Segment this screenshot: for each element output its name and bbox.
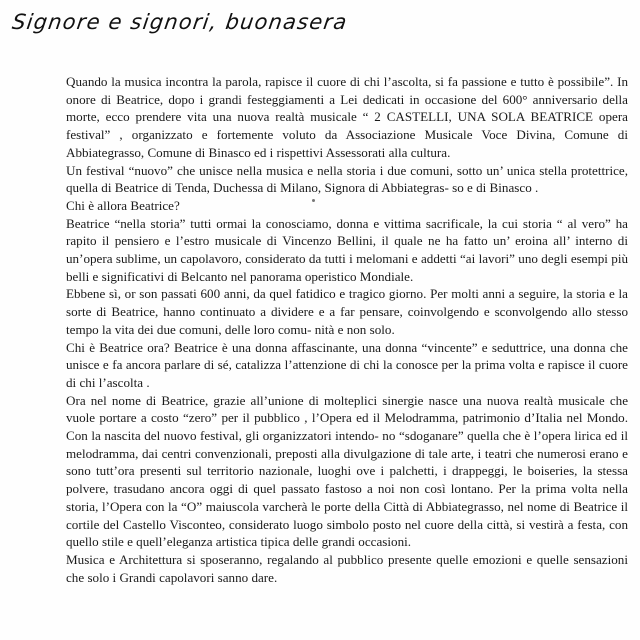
article-body <box>66 73 628 586</box>
paragraph-intro: Quando la musica incontra la parola, rapisce il cuore di chi l’ascolta, si fa passione e tutto è possibile”. In onore di Beatrice, dopo i grandi festeggiamenti a Lei dedicati in occasione del 600° anniversario della morte, ecco prendere vita una nuova realtà musicale “ 2 CASTELLI, UNA SOLA BEATRICE opera festival” , organizzato e fortemente voluto da Associazione Musicale Voce Divina, Comune di Abbiategrasso, Comune di Binasco ed i rispettivi Assessorati alla cultura. <box>66 74 628 160</box>
paragraph-new-reality: Ora nel nome di Beatrice, grazie all’unione di molteplici sinergie nasce una nuova realtà musicale che vuole portare a costo “zero” per il pubblico , l’Opera ed il Melodramma, patrimonio d’Italia nel Mondo. Con la nascita del nuovo festival, gli organizzatori intendo- no “sdoganare” quella che è l’opera lirica ed il melodramma, dai centri convenzionali, preposti alla divulgazione di tale arte, i teatri che numerosi erano e sono tutt’ora presenti sul territorio nazionale, luoghi ove i palchetti, i drappeggi, le boiseries, la stessa polvere, trasudano ancora oggi di quel passato fastoso a noi non così lontano. Per la prima volta nella storia, l’Opera con la “O” maiuscola varcherà le porte della Città di Abbiategrasso, nel nome di Beatrice il cortile del Castello Visconteo, considerato luogo simbolo posto nel cuore della città, si vestirà a festa, con quello stile e quell’eleganza artistica tipica delle grandi occasioni. <box>66 392 628 550</box>
paragraph-beatrice-now: Chi è Beatrice ora? Beatrice è una donna affascinante, una donna “vincente” e seduttrice, una donna che unisce e fa ancora parlare di sé, catalizza l’attenzione di chi la conosce per la prima volta e rapisce il cuore di chi l’ascolta . <box>66 339 628 390</box>
scan-speck <box>312 199 315 202</box>
paragraph-600-years: Ebbene sì, or son passati 600 anni, da quel fatidico e tragico giorno. Per molti anni a seguire, la storia e la sorte di Beatrice, hanno continuato a dividere e a far pensare, coinvolgendo e sconvolgendo allo stesso tempo la vita dei due comuni, delle loro comu- nità e non solo. <box>66 286 628 337</box>
paragraph-history: Beatrice “nella storia” tutti ormai la conosciamo, donna e vittima sacrificale, la cui storia “ al vero” ha rapito il pensiero e l’estro musicale di Vincenzo Bellini, il quale ne ha fatto un’ eroina all’ interno di un’opera sublime, un capolavoro, considerato da tutti i melomani e addetti “ai lavori” uno degli esempi più belli e significativi di Belcanto nel panorama operistico Mondiale. <box>66 215 628 284</box>
page-title: Signore e signori, buonasera <box>10 10 350 34</box>
paragraph-festival: Un festival “nuovo” che unisce nella musica e nella storia i due comuni, sotto un’ unica stella protettrice, quella di Beatrice di Tenda, Duchessa di Milano, Signora di Abbiategras- so e di Binasco . <box>66 162 628 196</box>
paragraph-closing: Musica e Architettura si sposeranno, regalando al pubblico presente quelle emozioni e quelle sensazioni che solo i Grandi capolavori sanno dare. <box>66 551 628 585</box>
paragraph-question: Chi è allora Beatrice? <box>66 197 180 213</box>
